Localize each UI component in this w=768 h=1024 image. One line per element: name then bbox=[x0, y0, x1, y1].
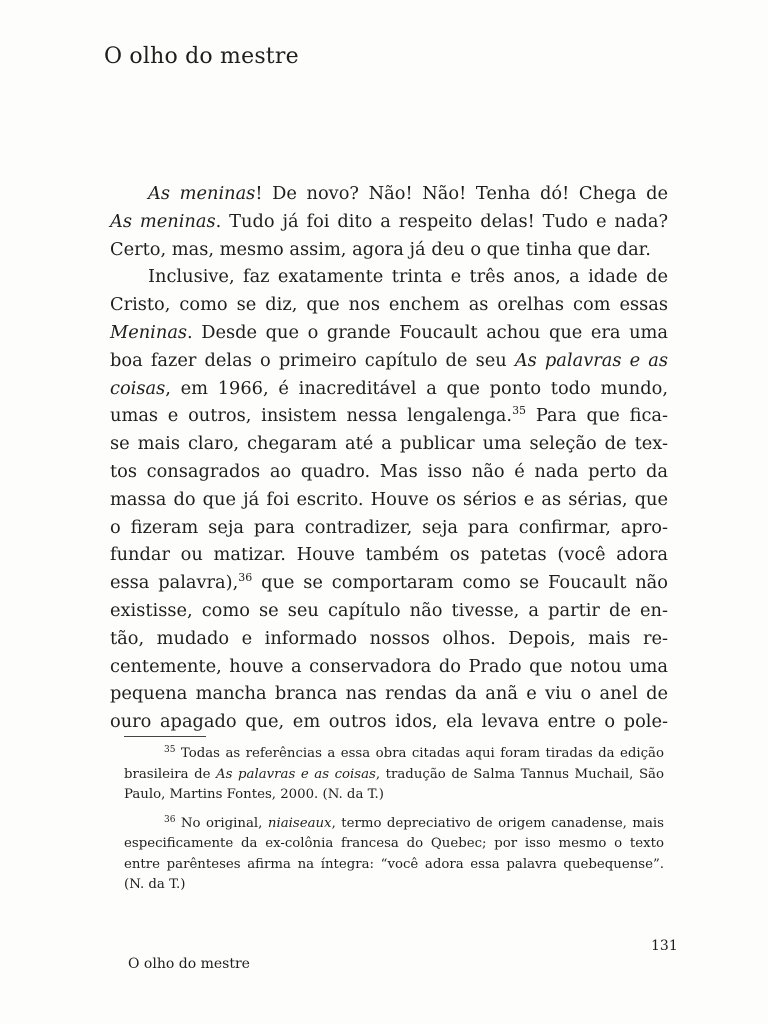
text-line: ouro apagado que, em outros idos, ela levava entre o pole- bbox=[110, 711, 668, 733]
italic-title: As meninas bbox=[148, 183, 256, 204]
footnotes bbox=[124, 744, 664, 904]
text-line: Cristo, como se diz, que nos enchem as orelhas com essas bbox=[110, 294, 668, 316]
running-head: O olho do mestre bbox=[104, 44, 299, 69]
italic-title: Meninas bbox=[110, 321, 188, 343]
text-run: . Desde que o grande Foucault achou que era uma bbox=[187, 321, 668, 343]
text-run: Todas as referências a essa obra citadas aqui foram tiradas da edição bbox=[175, 746, 664, 761]
footnote-ref-35: 35 bbox=[512, 404, 527, 418]
text-run: , termo depreciativo de origem canadense, mais bbox=[331, 815, 664, 831]
text-line: pequena mancha branca nas rendas da anã e viu o anel de bbox=[110, 683, 668, 705]
text-line bbox=[110, 319, 668, 347]
text-run: , em 1966, é inacreditável a que ponto todo mundo, bbox=[165, 377, 668, 399]
text-line: massa do que já foi escrito. Houve os sérios e as sérias, que bbox=[110, 488, 668, 510]
text-line: fundar ou matizar. Houve também os patetas (você adora bbox=[110, 544, 668, 566]
text-run: . Tudo já foi dito a respeito delas! Tudo e nada? bbox=[215, 210, 668, 232]
italic-title: As meninas bbox=[110, 210, 216, 232]
footnote-line bbox=[124, 744, 664, 765]
footnote-line: Paulo, Martins Fontes, 2000. (N. da T.) bbox=[124, 787, 384, 802]
footnote-number: 36 bbox=[164, 814, 176, 825]
text-run: umas e outros, insistem nessa lengalenga. bbox=[110, 405, 513, 427]
text-line bbox=[110, 375, 668, 403]
italic-term: niaiseaux bbox=[267, 815, 332, 831]
text-line: tos consagrados ao quadro. Mas isso não é nada perto da bbox=[110, 460, 668, 482]
text-line: Inclusive, faz exatamente trinta e três anos, a idade de bbox=[148, 266, 668, 288]
footnote-rule bbox=[124, 736, 206, 737]
footer-title: O olho do mestre bbox=[128, 956, 250, 972]
footnote-line bbox=[124, 765, 664, 786]
text-run: , tradução de Salma Tannus Muchail, São bbox=[375, 766, 664, 782]
text-run: que se comportaram como se Foucault não bbox=[252, 572, 668, 594]
text-line: se mais claro, chegaram até a publicar uma seleção de tex- bbox=[110, 433, 668, 455]
text-run: No original, bbox=[175, 815, 268, 831]
footnote-35 bbox=[124, 744, 664, 806]
footnote-line: entre parênteses afirma na íntegra: “você adora essa palavra quebequense”. bbox=[124, 856, 664, 872]
text-line: existisse, como se seu capítulo não tivesse, a partir de en- bbox=[110, 599, 668, 621]
text-line bbox=[110, 347, 668, 375]
body-text bbox=[110, 180, 668, 736]
text-line bbox=[110, 208, 668, 236]
italic-title: As palavras e as coisas bbox=[216, 766, 376, 782]
text-run: boa fazer delas o primeiro capítulo de seu bbox=[110, 349, 515, 371]
italic-title: coisas bbox=[110, 377, 166, 399]
page-number: 131 bbox=[651, 938, 678, 954]
footnote-number: 35 bbox=[164, 745, 176, 755]
text-line: tão, mudado e informado nossos olhos. Depois, mais re- bbox=[110, 627, 668, 649]
italic-title: As palavras e as bbox=[514, 349, 668, 371]
text-run: ! De novo? Não! Não! Tenha dó! Chega de bbox=[255, 183, 668, 204]
text-run: essa palavra), bbox=[110, 572, 239, 594]
footnote-line bbox=[124, 814, 664, 835]
text-line: o fizeram seja para contradizer, seja para confirmar, apro- bbox=[110, 516, 668, 538]
text-line bbox=[110, 180, 668, 208]
text-line bbox=[110, 569, 668, 597]
text-run: Para que fica- bbox=[526, 405, 669, 427]
footnote-ref-36: 36 bbox=[238, 571, 253, 585]
footnote-line: especificamente da ex-colônia francesa do Quebec; por isso mesmo o texto bbox=[124, 836, 664, 851]
footnote-line: (N. da T.) bbox=[124, 877, 186, 892]
text-line: centemente, houve a conservadora do Prado que notou uma bbox=[110, 655, 668, 677]
text-line: Certo, mas, mesmo assim, agora já deu o que tinha que dar. bbox=[110, 238, 651, 260]
text-line bbox=[110, 402, 668, 430]
text-run: brasileira de bbox=[124, 766, 217, 782]
footnote-36 bbox=[124, 814, 664, 896]
